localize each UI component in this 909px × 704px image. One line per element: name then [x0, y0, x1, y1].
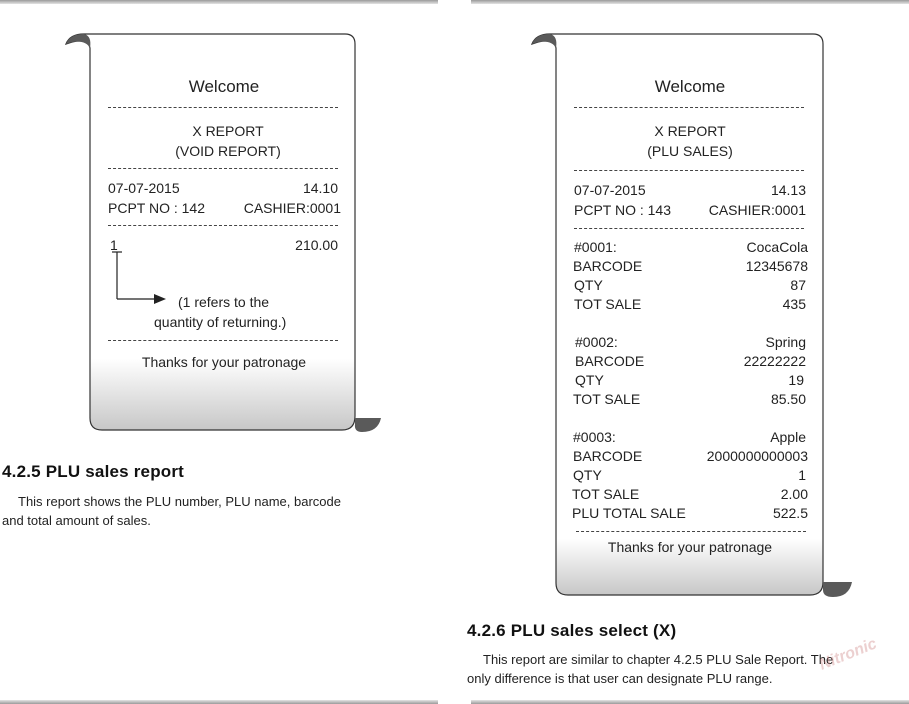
plu-name: CocaCola — [746, 239, 808, 255]
plu-total-value: 522.5 — [772, 505, 808, 521]
tot-sale-label: TOT SALE — [572, 486, 640, 502]
pcpt-no: PCPT NO : 143 — [574, 202, 672, 218]
plu-number: #0003: — [573, 429, 616, 445]
tot-sale-label: TOT SALE — [573, 391, 641, 407]
bottom-rule-right — [471, 700, 909, 704]
body-line: only difference is that user can designate PLU range. — [467, 671, 773, 686]
section-heading-425: 4.2.5 PLU sales report — [2, 462, 185, 481]
body-line: This report are similar to chapter 4.2.5 PLU Sale Report. The — [483, 652, 834, 667]
qty-label: QTY — [573, 467, 602, 483]
tot-sale-value: 85.50 — [770, 391, 806, 407]
plu-name: Spring — [765, 334, 806, 350]
barcode-label: BARCODE — [573, 448, 643, 464]
divider — [108, 107, 338, 108]
qty-label: QTY — [574, 277, 603, 293]
qty-value: 1 — [798, 467, 806, 483]
void-qty: 1 — [110, 237, 118, 253]
report-subtitle: (PLU SALES) — [647, 143, 733, 159]
divider — [108, 225, 338, 226]
thanks-text: Thanks for your patronage — [141, 354, 307, 370]
welcome-text: Welcome — [654, 77, 726, 96]
plu-name: Apple — [770, 429, 806, 445]
barcode-value: 2000000000003 — [706, 448, 808, 464]
report-title: X REPORT — [654, 123, 726, 139]
date: 07-07-2015 — [108, 180, 180, 196]
barcode-value: 22222222 — [743, 353, 806, 369]
tot-sale-value: 2.00 — [780, 486, 808, 502]
arrow-icon — [110, 252, 170, 307]
divider — [574, 228, 804, 229]
void-amount: 210.00 — [295, 237, 338, 253]
barcode-value: 12345678 — [745, 258, 808, 274]
cashier: CASHIER:0001 — [708, 202, 806, 218]
time: 14.13 — [770, 182, 806, 198]
date: 07-07-2015 — [574, 182, 646, 198]
report-title: X REPORT — [192, 123, 264, 139]
divider — [576, 531, 806, 532]
thanks-text: Thanks for your patronage — [607, 539, 773, 555]
divider — [108, 168, 338, 169]
divider — [108, 340, 338, 341]
qty-label: QTY — [575, 372, 604, 388]
bottom-rule-left — [0, 700, 438, 704]
cashier: CASHIER:0001 — [243, 200, 341, 216]
barcode-label: BARCODE — [575, 353, 645, 369]
plu-number: #0001: — [574, 239, 617, 255]
divider — [574, 107, 804, 108]
plu-total-label: PLU TOTAL SALE — [572, 505, 686, 521]
body-line: This report shows the PLU number, PLU name, barcode — [18, 494, 341, 509]
qty-value: 19 — [788, 372, 804, 388]
section-heading-426: 4.2.6 PLU sales select (X) — [467, 621, 677, 640]
tot-sale-label: TOT SALE — [574, 296, 642, 312]
watermark-logo: Nitronic — [816, 635, 880, 674]
top-rule-left — [0, 0, 438, 4]
body-line: and total amount of sales. — [2, 513, 151, 528]
tot-sale-value: 435 — [782, 296, 806, 312]
time: 14.10 — [302, 180, 338, 196]
top-rule-right — [471, 0, 909, 4]
section-body-425 — [2, 492, 422, 530]
qty-value: 87 — [790, 277, 806, 293]
plu-number: #0002: — [575, 334, 618, 350]
note-line-2: quantity of returning.) — [154, 314, 287, 330]
pcpt-no: PCPT NO : 142 — [108, 200, 206, 216]
report-subtitle: (VOID REPORT) — [175, 143, 281, 159]
divider — [574, 170, 804, 171]
welcome-text: Welcome — [188, 77, 260, 96]
barcode-label: BARCODE — [573, 258, 643, 274]
note-line-1: (1 refers to the — [178, 294, 270, 310]
